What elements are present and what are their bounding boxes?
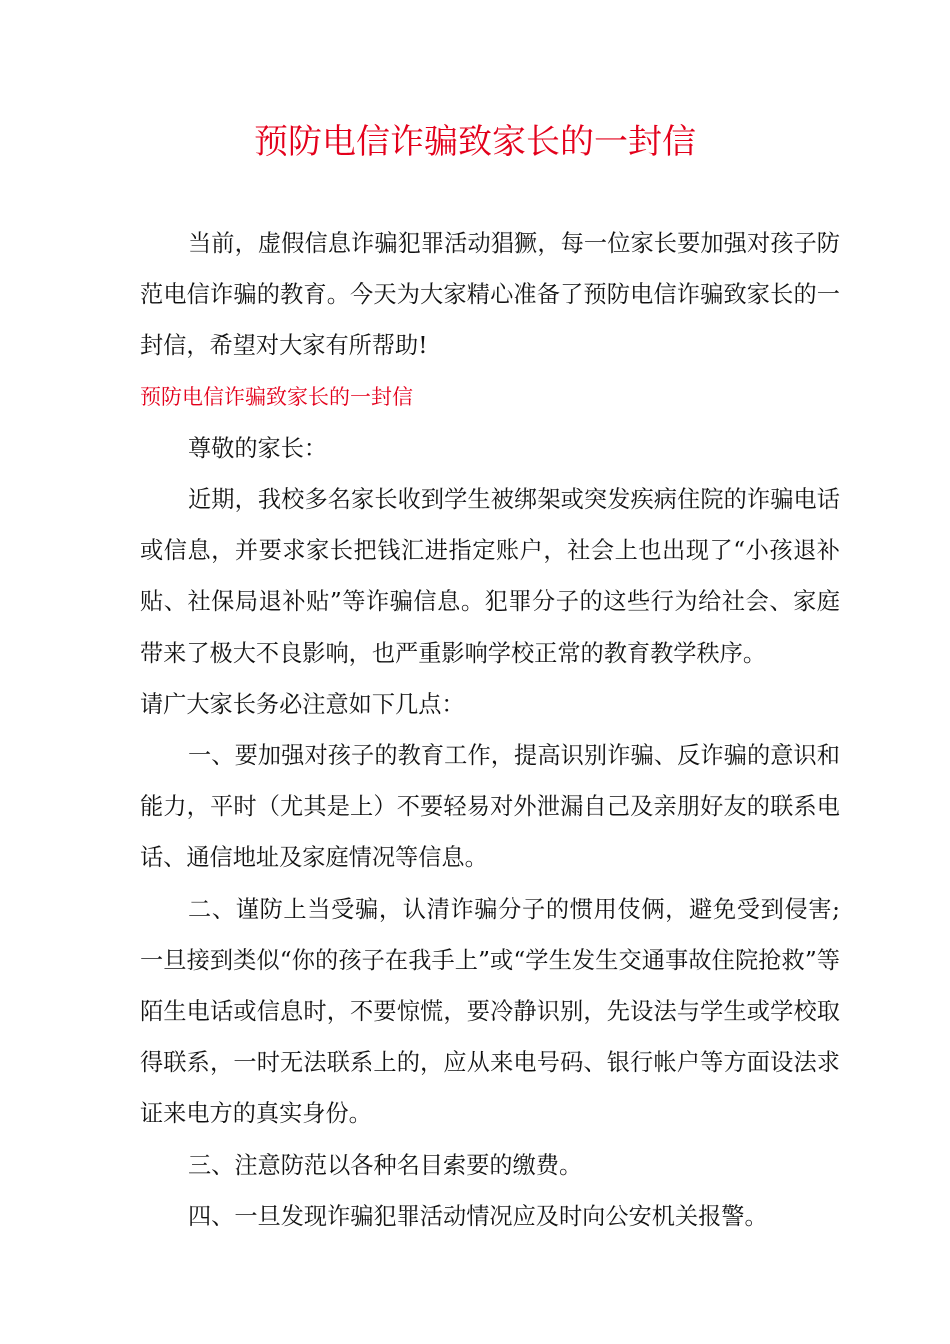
- point-2: 二、谨防上当受骗，认清诈骗分子的惯用伎俩，避免受到侵害;一旦接到类似“你的孩子在我手上”或“学生发生交通事故住院抢救”等陌生电话或信息时，不要惊慌，要冷静识别，先设法与学生或学校取得联系，一时无法联系上的，应从来电号码、银行帐户等方面设法求证来电方的真实身份。: [140, 895, 840, 1128]
- point-1: 一、要加强对孩子的教育工作，提高识别诈骗、反诈骗的意识和能力，平时（尤其是上）不要轻易对外泄漏自己及亲朋好友的联系电话、通信地址及家庭情况等信息。: [140, 742, 840, 872]
- point-3: 三、注意防范以各种名目索要的缴费。: [188, 1151, 583, 1179]
- letter-paragraph-1: 近期，我校多名家长收到学生被绑架或突发疾病住院的诈骗电话或信息，并要求家长把钱汇进指定账户，社会上也出现了“小孩退补贴、社保局退补贴”等诈骗信息。犯罪分子的这些行为给社会、家庭带来了极大不良影响，也严重影响学校正常的教育教学秩序。: [140, 486, 840, 667]
- letter-subheading: 预防电信诈骗致家长的一封信: [140, 384, 413, 409]
- salutation: 尊敬的家长：: [188, 434, 328, 462]
- intro-paragraph: 当前，虚假信息诈骗犯罪活动猖獗，每一位家长要加强对孩子防范电信诈骗的教育。今天为大家精心准备了预防电信诈骗致家长的一封信，希望对大家有所帮助!: [140, 230, 840, 360]
- document-body: [140, 218, 840, 1242]
- document-title: 预防电信诈骗致家长的一封信: [254, 122, 696, 162]
- point-4: 四、一旦发现诈骗犯罪活动情况应及时向公安机关报警。: [188, 1202, 768, 1230]
- letter-paragraph-2: 请广大家长务必注意如下几点：: [140, 690, 465, 718]
